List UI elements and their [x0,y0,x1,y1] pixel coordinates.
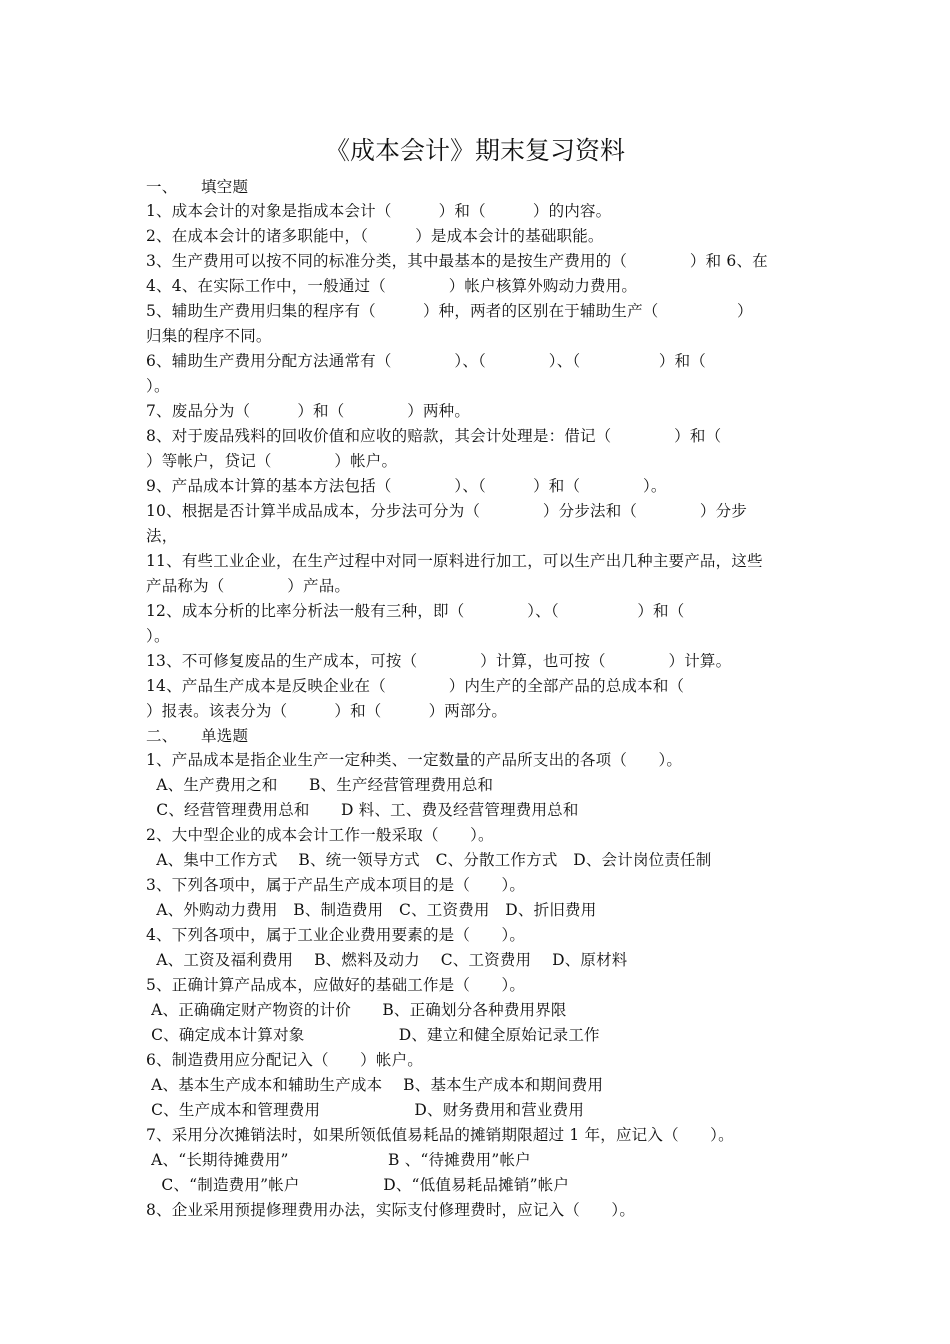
fill-blank-line: 4、4、在实际工作中，一般通过（ ）帐户核算外购动力费用。 [146,277,638,295]
fill-blank-line: 10、根据是否计算半成品成本，分步法可分为（ ）分步法和（ ）分步 [146,502,748,520]
fill-blank-line: 产品称为（ ）产品。 [146,577,351,595]
section-heading: 一、 填空题 [146,178,249,196]
question-line: 6、制造费用应分配记入（ ）帐户。 [146,1051,423,1069]
option-line: A、“长期待摊费用” B 、“待摊费用”帐户 [146,1151,531,1169]
question-line: 5、正确计算产品成本，应做好的基础工作是（ ）。 [146,976,526,994]
fill-blank-line: 14、产品生产成本是反映企业在（ ）内生产的全部产品的总成本和（ [146,677,685,695]
question-line: 4、下列各项中，属于工业企业费用要素的是（ ）。 [146,926,526,944]
fill-blank-line: 11、有些工业企业，在生产过程中对同一原料进行加工，可以生产出几种主要产品，这些 [146,552,763,570]
section-heading: 二、 单选题 [146,727,249,745]
option-line: A、工资及福利费用 B、燃料及动力 C、工资费用 D、原材料 [146,951,628,969]
option-line: A、基本生产成本和辅助生产成本 B、基本生产成本和期间费用 [146,1076,604,1094]
fill-blank-line: ）等帐户，贷记（ ）帐户。 [146,452,398,470]
fill-blank-line: 8、对于废品残料的回收价值和应收的赔款，其会计处理是：借记（ ）和（ [146,427,722,445]
fill-blank-line: 9、产品成本计算的基本方法包括（ ）、（ ）和（ ）。 [146,477,667,495]
fill-blank-line: 2、在成本会计的诸多职能中，（ ）是成本会计的基础职能。 [146,227,604,245]
fill-blank-line: ）报表。该表分为（ ）和（ ）两部分。 [146,702,508,720]
option-line: A、外购动力费用 B、制造费用 C、工资费用 D、折旧费用 [146,901,597,919]
option-line: C、确定成本计算对象 D、建立和健全原始记录工作 [146,1026,600,1044]
question-line: 1、产品成本是指企业生产一定种类、一定数量的产品所支出的各项（ ）。 [146,751,683,769]
fill-blank-line: 13、不可修复废品的生产成本，可按（ ）计算，也可按（ ）计算。 [146,652,732,670]
question-line: 7、采用分次摊销法时，如果所领低值易耗品的摊销期限超过 1 年，应记入（ ）。 [146,1126,734,1144]
fill-blank-line: 归集的程序不同。 [146,327,272,345]
fill-blank-line: ）。 [146,377,170,395]
question-line: 3、下列各项中，属于产品生产成本项目的是（ ）。 [146,876,526,894]
fill-blank-line: 6、辅助生产费用分配方法通常有（ ）、（ ）、（ ）和（ [146,352,706,370]
option-line: A、生产费用之和 B、生产经营管理费用总和 [146,776,494,794]
question-line: 2、大中型企业的成本会计工作一般采取（ ）。 [146,826,494,844]
option-line: C、经营管理费用总和 D 料、工、费及经营管理费用总和 [146,801,579,819]
option-line: A、正确确定财产物资的计价 B、正确划分各种费用界限 [146,1001,567,1019]
page-title: 《成本会计》期末复习资料 [324,136,625,165]
option-line: A、集中工作方式 B、统一领导方式 C、分散工作方式 D、会计岗位责任制 [146,851,712,869]
fill-blank-line: ）。 [146,627,170,645]
fill-blank-line: 5、辅助生产费用归集的程序有（ ）种，两者的区别在于辅助生产（ ） [146,302,753,320]
option-line: C、生产成本和管理费用 D、财务费用和营业费用 [146,1101,585,1119]
question-line: 8、企业采用预提修理费用办法，实际支付修理费时，应记入（ ）。 [146,1201,636,1219]
option-line: C、“制造费用”帐户 D、“低值易耗品摊销”帐户 [146,1176,570,1194]
fill-blank-line: 12、成本分析的比率分析法一般有三种，即（ ）、（ ）和（ [146,602,685,620]
fill-blank-line: 1、成本会计的对象是指成本会计（ ）和（ ）的内容。 [146,202,612,220]
fill-blank-line: 7、废品分为（ ）和（ ）两种。 [146,402,471,420]
fill-blank-line: 法， [146,527,178,545]
fill-blank-line: 3、生产费用可以按不同的标准分类，其中最基本的是按生产费用的（ ）和 6、在 [146,252,768,270]
